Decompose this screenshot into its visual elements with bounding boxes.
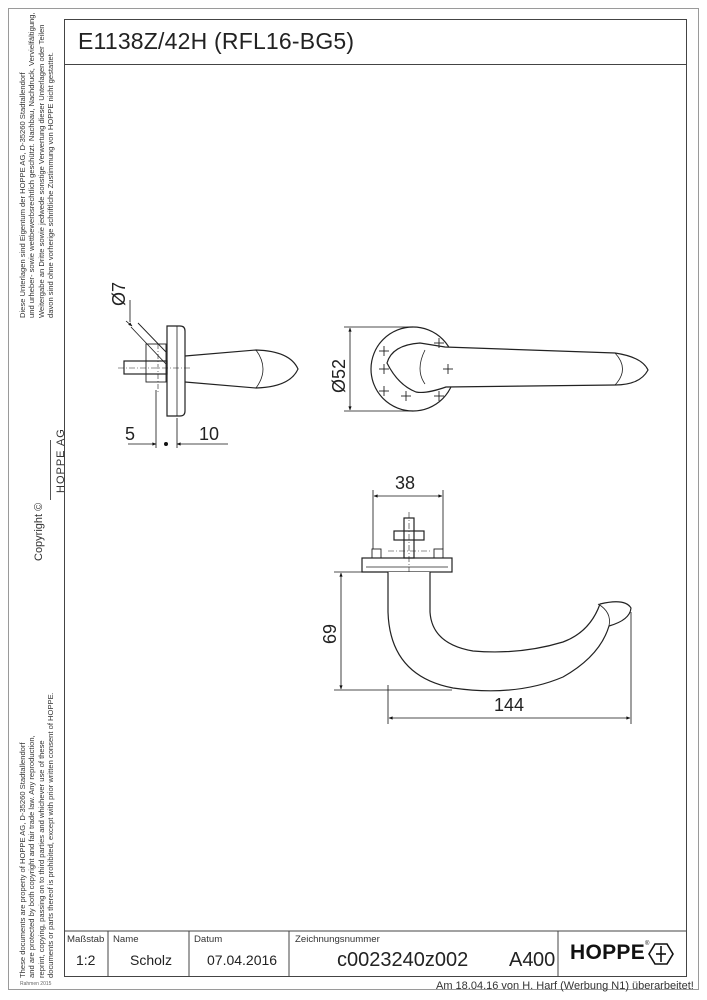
side-view-rose — [167, 326, 185, 416]
side-view-spindle — [124, 361, 167, 374]
offset-dim-dot — [164, 442, 168, 446]
scale-value: 1:2 — [76, 952, 96, 968]
dim-rose-diameter: Ø52 — [329, 358, 349, 393]
dim-handle-length: 144 — [494, 695, 525, 715]
dim-rose-width: 38 — [395, 473, 416, 493]
dim-pin-diameter: Ø7 — [109, 281, 129, 306]
front-view-lever — [387, 343, 648, 392]
copyright-label: Copyright © — [33, 502, 45, 561]
rights-notice-de: Diese Unterlagen sind Eigentum der HOPPE AG, D-35260 Stadtallendorf und urheber- sowie wettbewerbsrechtlich geschützt. Nachbau, Nachdruck, Vervielfältigung, Weitergabe an Dritte sowie jedwede sonstige Verwertung dieser Unterlagen oder Teilen davon sind ohne vorherige schriftliche Zustimmung von HOPPE nicht gestattet. — [18, 12, 56, 318]
dim-right-offset: 10 — [199, 424, 220, 444]
paper-format: A4 — [509, 949, 534, 971]
top-view-screw-left — [372, 549, 381, 558]
scale-label: Maßstab — [67, 934, 105, 945]
name-value: Scholz — [130, 952, 173, 968]
side-view-pin — [131, 327, 166, 364]
pin-dim-arrow — [126, 321, 132, 326]
hoppe-logo-registered: ® — [645, 941, 650, 947]
dim-handle-height: 69 — [320, 623, 340, 644]
revision-index: 00 — [533, 949, 556, 971]
date-label: Datum — [194, 934, 223, 945]
top-view-rose-plate — [362, 558, 452, 572]
drawing-title: E1138Z/42H (RFL16-BG5) — [78, 28, 355, 54]
dim-left-offset: 5 — [125, 424, 136, 444]
copyright-company: HOPPE AG — [55, 428, 67, 493]
frame-note: Rahmen 2015 — [20, 981, 52, 987]
side-view-lever-tip-line — [256, 350, 263, 388]
hoppe-logo-text: HOPPE — [570, 941, 646, 964]
drawing-number-label: Zeichnungsnummer — [295, 934, 380, 945]
date-value: 07.04.2016 — [207, 952, 278, 968]
side-view-pin-b — [138, 323, 166, 352]
top-view-lever — [388, 572, 631, 691]
hoppe-logo-mark — [649, 944, 673, 964]
top-view-screw-right — [434, 549, 443, 558]
name-label: Name — [113, 934, 139, 945]
side-view — [118, 323, 298, 416]
side-view-lever — [185, 350, 298, 388]
drawing-number-value: c0023240z002 — [337, 949, 469, 971]
rights-notice-en: These documents are property of HOPPE AG, D-35260 Stadtallendorf and are protected by both copyright and fair trade law. Any reproduction, reprint, copying, passing on to third parties and whichever use of these documents or parts thereof is prohibited, except with prior written consent of HOPPE. — [18, 692, 56, 978]
top-view — [362, 512, 631, 691]
revision-note: Am 18.04.16 von H. Harf (Werbung N1) überarbeitet! — [436, 980, 694, 992]
front-view — [371, 327, 648, 411]
side-view-pin-block — [146, 344, 166, 382]
